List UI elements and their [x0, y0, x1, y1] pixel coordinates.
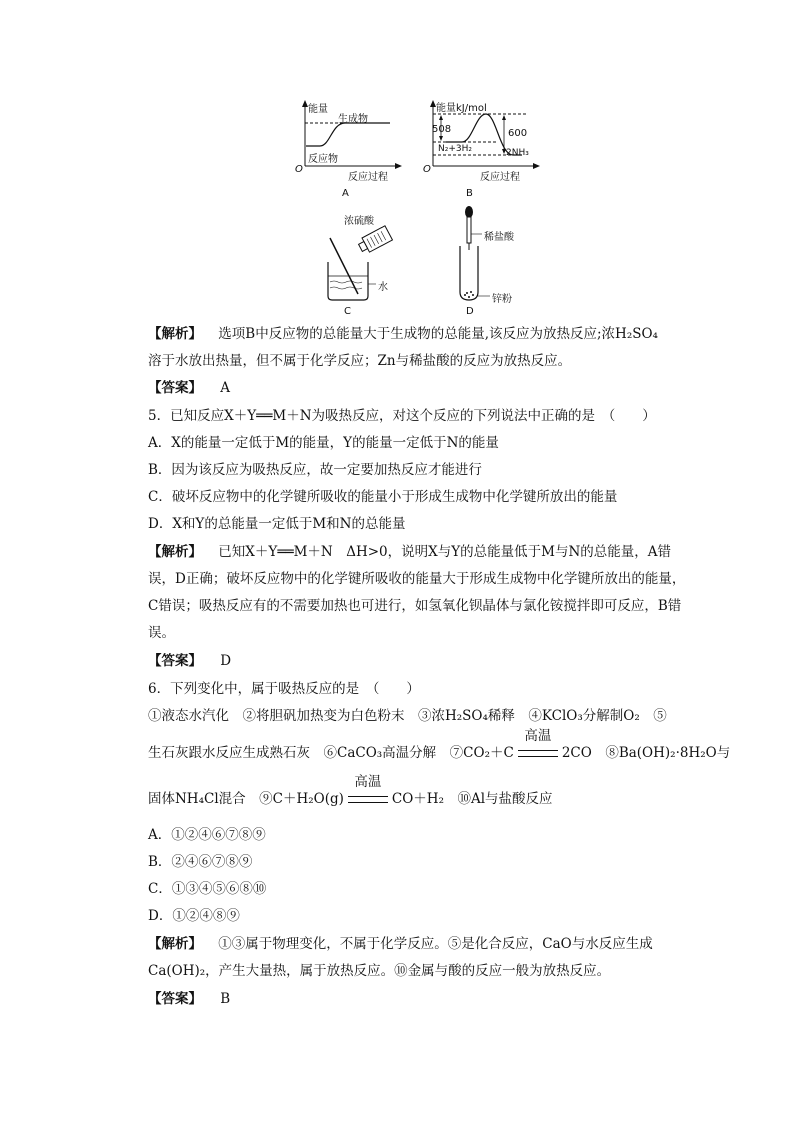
q6-items-line1: ①液态水汽化 ②将胆矾加热变为白色粉末 ③浓H₂SO₄稀释 ④KClO₃分解制O₂ ⑤: [148, 708, 667, 724]
q5-analysis-line2: 误，D正确；破坏反应物中的化学键所吸收的能量大于形成生成物中化学键所放出的能量，: [148, 571, 686, 587]
water-label: 水: [378, 282, 388, 293]
items-text: 生石灰跟水反应生成熟石灰 ⑥CaCO₃高温分解 ⑦CO₂＋C: [148, 745, 514, 761]
q6-items-line3: [148, 774, 553, 808]
origin-label: O: [295, 164, 303, 175]
q5-option-a: A．X的能量一定低于M的能量，Y的能量一定低于N的能量: [148, 435, 499, 451]
y-axis-label: 能量kJ/mol: [436, 103, 487, 114]
figure-label-d: D: [466, 306, 474, 317]
equation-bars: [518, 750, 558, 757]
answer-value: D: [220, 653, 232, 669]
q6-items-line2: [148, 728, 731, 762]
x-axis-label: 反应过程: [480, 172, 520, 183]
reactant-label: N₂+3H₂: [438, 144, 472, 154]
condition-label: 高温: [354, 774, 382, 790]
analysis-tag: 【解析】: [148, 544, 202, 560]
q5-stem: 5．已知反应X＋Y══M＋N为吸热反应，对这个反应的下列说法中正确的是 （ ）: [148, 408, 656, 424]
q5-analysis-line3: C错误；吸热反应有的不需要加热也可进行，如氢氧化钡晶体与氯化铵搅拌即可反应，B错: [148, 598, 682, 614]
product-label: 生成物: [338, 114, 368, 125]
answer-tag: 【答案】: [148, 991, 202, 1007]
condition-label: 高温: [524, 728, 552, 744]
reactant-label: 反应物: [308, 154, 338, 165]
items-text: 固体NH₄Cl混合 ⑨C＋H₂O(g): [148, 791, 344, 807]
answer-tag: 【答案】: [148, 380, 202, 396]
q6-option-d: D．①②④⑧⑨: [148, 908, 240, 924]
q5-answer: [148, 652, 231, 670]
value-600: 600: [508, 128, 528, 139]
q4-analysis-line2: 溶于水放出热量，但不属于化学反应；Zn与稀盐酸的反应为放热反应。: [148, 353, 572, 369]
high-temp-equation-sign: [518, 728, 558, 762]
q5-option-b: B．因为该反应为吸热反应，故一定要加热反应才能进行: [148, 462, 482, 478]
dilute-hcl-label: 稀盐酸: [484, 232, 514, 243]
items-text: CO＋H₂ ⑩Al与盐酸反应: [391, 791, 553, 807]
figure-label-a: A: [342, 188, 349, 199]
q6-analysis-line2: Ca(OH)₂，产生大量热，属于放热反应。⑩金属与酸的反应一般为放热反应。: [148, 963, 611, 979]
q4-answer: [148, 379, 230, 397]
q5-option-c: C．破坏反应物中的化学键所吸收的能量小于形成生成物中化学键所放出的能量: [148, 489, 618, 505]
origin-label: O: [423, 164, 431, 175]
q5-option-d: D．X和Y的总能量一定低于M和N的总能量: [148, 516, 406, 532]
answer-value: B: [220, 991, 231, 1007]
q6-option-b: B．②④⑥⑦⑧⑨: [148, 854, 253, 870]
q6-option-a: A．①②④⑥⑦⑧⑨: [148, 827, 266, 843]
items-text: 2CO ⑧Ba(OH)₂·8H₂O与: [561, 745, 731, 761]
product-label: 2NH₃: [506, 148, 529, 158]
x-axis-label: 反应过程: [348, 172, 388, 183]
q6-answer: [148, 990, 230, 1008]
equation-bars: [348, 796, 388, 803]
analysis-text: 选项B中反应物的总能量大于生成物的总能量,该反应为放热反应;浓H₂SO₄: [218, 326, 658, 342]
analysis-tag: 【解析】: [148, 326, 202, 342]
conc-sulfuric-label: 浓硫酸: [344, 216, 374, 227]
analysis-text: ①③属于物理变化，不属于化学反应。⑤是化合反应，CaO与水反应生成: [218, 936, 653, 952]
q6-stem: 6．下列变化中，属于吸热反应的是 （ ）: [148, 681, 420, 697]
figure-label-c: C: [344, 306, 351, 317]
q5-analysis-line1: [148, 543, 671, 561]
analysis-text: 已知X＋Y══M＋N ΔH>0，说明X与Y的总能量低于M与N的总能量，A错: [218, 544, 672, 560]
q5-analysis-line4: 误。: [148, 625, 175, 641]
q4-analysis-line1: [148, 325, 658, 343]
answer-tag: 【答案】: [148, 653, 202, 669]
high-temp-equation-sign: [348, 774, 388, 808]
figure-label-b: B: [466, 188, 473, 199]
y-axis-label: 能量: [308, 104, 328, 115]
answer-value: A: [220, 380, 231, 396]
q6-analysis-line1: [148, 935, 653, 953]
zinc-powder-label: 锌粉: [492, 294, 512, 305]
q6-option-c: C．①③④⑤⑥⑧⑩: [148, 881, 267, 897]
analysis-tag: 【解析】: [148, 936, 202, 952]
value-508: 508: [432, 124, 452, 135]
